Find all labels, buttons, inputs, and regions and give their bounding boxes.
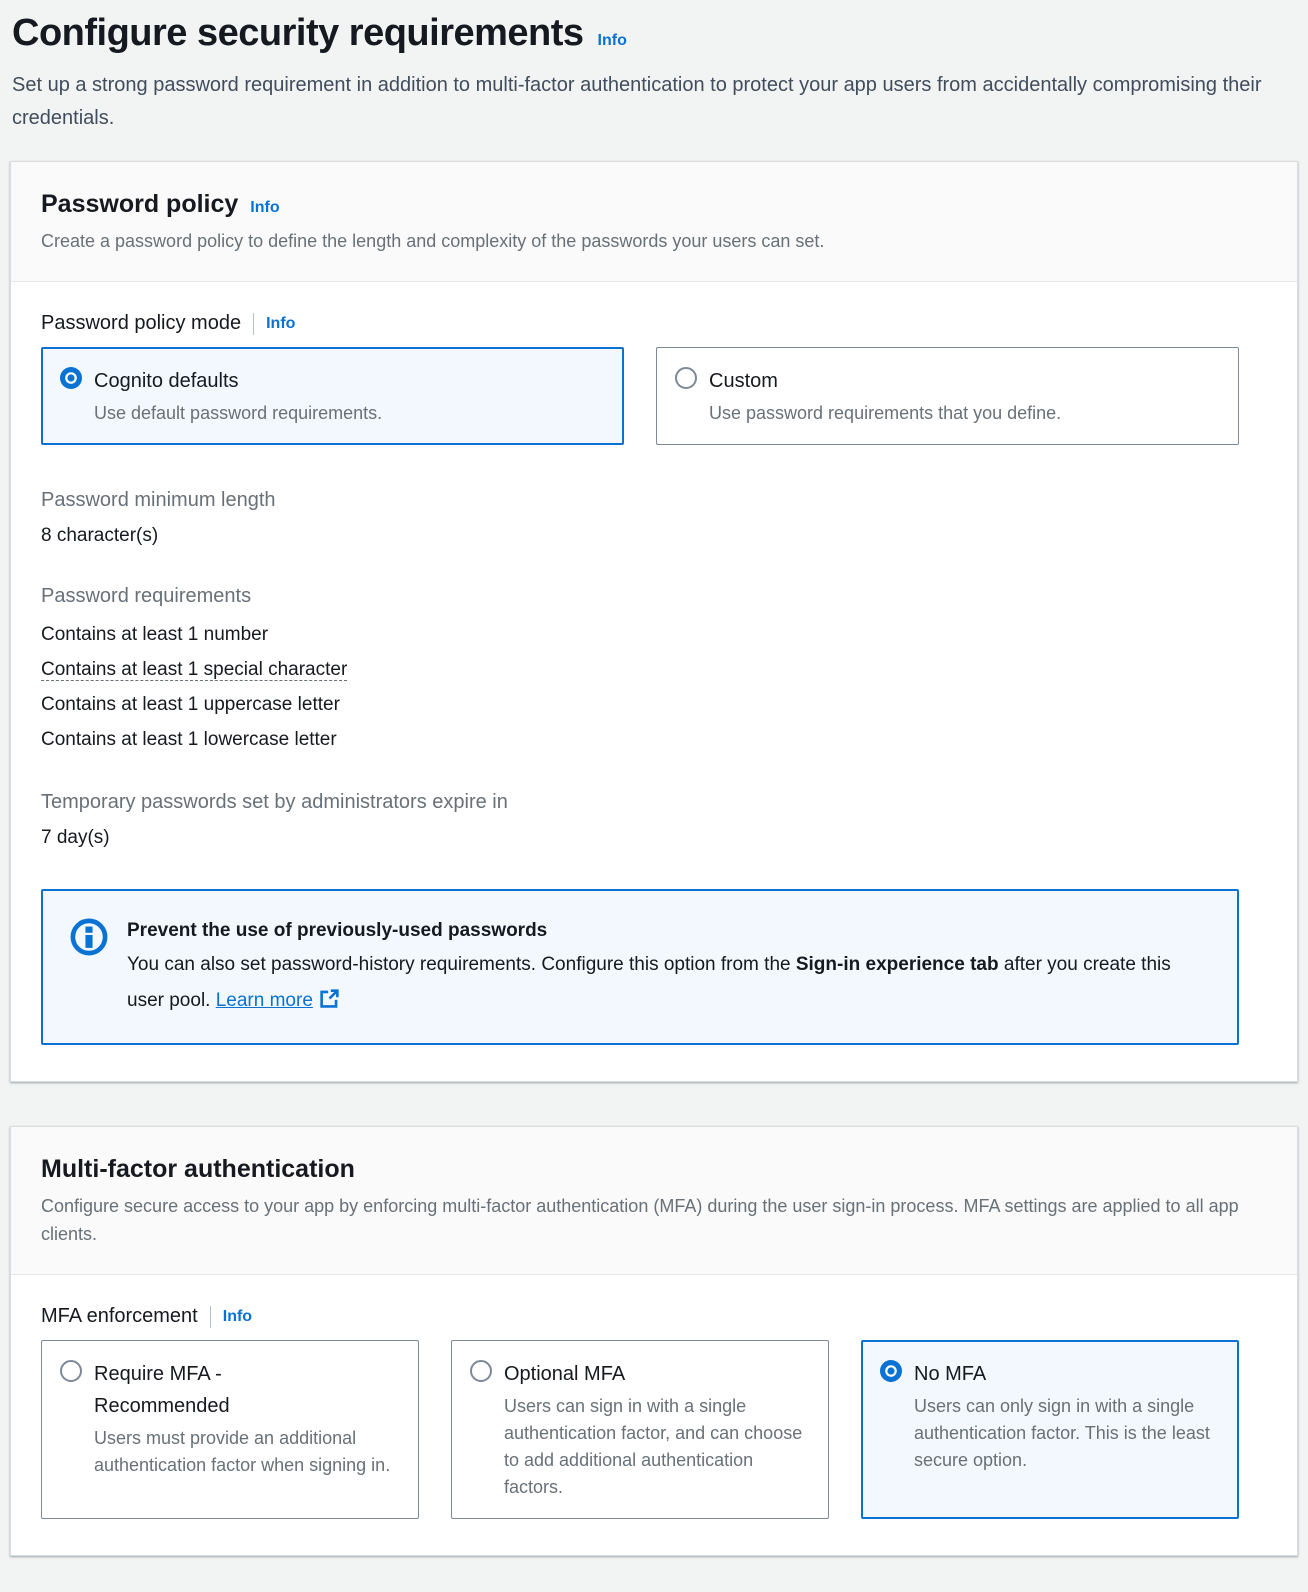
password-policy-mode-label: Password policy mode — [41, 312, 242, 334]
requirement-item: Contains at least 1 number — [41, 624, 269, 645]
password-policy-info-link[interactable]: Info — [250, 199, 280, 216]
page-title: Configure security requirements — [12, 12, 584, 54]
radio-card-description: Users can sign in with a single authentication factor, and can choose to add additional authentication factors. — [504, 1396, 803, 1497]
radio-card-optional-mfa[interactable] — [451, 1340, 829, 1519]
password-minimum-length-label: Password minimum length — [41, 489, 276, 511]
password-policy-mode-options — [41, 347, 1239, 445]
external-link-icon[interactable] — [319, 988, 340, 1009]
mfa-enforcement-info-link[interactable]: Info — [222, 1307, 253, 1325]
radio-card-description: Use default password requirements. — [94, 403, 383, 423]
radio-card-require-mfa[interactable] — [41, 1340, 419, 1519]
radio-card-description: Users can only sign in with a single authentication factor. This is the least secure option. — [914, 1396, 1210, 1470]
alert-text: after you create this user pool. — [127, 954, 1171, 1011]
radio-card-cognito-defaults[interactable] — [41, 347, 624, 445]
mfa-title: Multi-factor authentication — [41, 1155, 355, 1183]
info-icon — [69, 917, 109, 957]
password-policy-title: Password policy — [41, 190, 239, 218]
password-policy-mode-label-row — [41, 312, 1267, 335]
mfa-enforcement-label-row — [41, 1305, 1267, 1328]
password-minimum-length-value: 8 character(s) — [41, 525, 159, 546]
radio-unchecked-icon[interactable] — [470, 1360, 492, 1382]
temporary-password-expiry-value: 7 day(s) — [41, 827, 110, 848]
mfa-description: Configure secure access to your app by enforcing multi-factor authentication (MFA) during the user sign-in process. MFA settings are applied to all app clients. — [41, 1196, 1239, 1244]
password-policy-body — [11, 282, 1297, 1081]
alert-text-bold: Sign-in experience tab — [795, 954, 999, 975]
radio-checked-icon[interactable] — [60, 367, 82, 389]
password-minimum-length-field — [41, 485, 1267, 551]
mfa-enforcement-options — [41, 1340, 1239, 1519]
requirement-item: Contains at least 1 uppercase letter — [41, 694, 340, 715]
requirement-item: Contains at least 1 lowercase letter — [41, 729, 337, 750]
radio-card-description: Users must provide an additional authentication factor when signing in. — [94, 1428, 391, 1475]
requirement-item-tooltip-trigger[interactable]: Contains at least 1 special character — [41, 659, 348, 680]
radio-card-no-mfa[interactable] — [861, 1340, 1239, 1519]
temporary-password-expiry-field — [41, 787, 1267, 853]
label-divider — [253, 313, 254, 335]
radio-card-label: No MFA — [914, 1363, 987, 1385]
alert-content — [127, 915, 1211, 1019]
password-policy-header — [11, 162, 1297, 282]
alert-title: Prevent the use of previously-used passwords — [127, 920, 548, 941]
label-divider — [210, 1306, 211, 1328]
radio-unchecked-icon[interactable] — [60, 1360, 82, 1382]
password-requirements-field — [41, 581, 1267, 757]
radio-card-label: Cognito defaults — [94, 370, 239, 392]
page-title-info-link[interactable]: Info — [597, 32, 627, 49]
temporary-password-expiry-label: Temporary passwords set by administrators expire in — [41, 791, 508, 813]
password-policy-description: Create a password policy to define the length and complexity of the passwords your users can set. — [41, 231, 825, 251]
radio-card-label: Optional MFA — [504, 1363, 626, 1385]
password-policy-mode-info-link[interactable]: Info — [266, 314, 296, 332]
alert-text: You can also set password-history requirements. Configure this option from the — [127, 954, 796, 975]
mfa-enforcement-label: MFA enforcement — [41, 1305, 198, 1327]
mfa-header — [11, 1127, 1297, 1275]
learn-more-link[interactable]: Learn more — [215, 990, 313, 1011]
info-alert — [41, 889, 1239, 1045]
mfa-body — [11, 1275, 1297, 1555]
radio-card-label: Require MFA - Recommended — [94, 1363, 230, 1417]
radio-checked-icon[interactable] — [880, 1360, 902, 1382]
page-description: Set up a strong password requirement in addition to multi-factor authentication to protect your app users from accidentally compromising their credentials. — [12, 74, 1262, 129]
radio-card-description: Use password requirements that you define. — [709, 403, 1062, 423]
radio-card-custom[interactable] — [656, 347, 1239, 445]
alert-body — [127, 947, 1211, 1019]
radio-card-label: Custom — [709, 370, 778, 392]
mfa-card — [10, 1126, 1298, 1556]
page-header — [10, 10, 1298, 135]
password-policy-card — [10, 161, 1298, 1082]
password-requirements-label: Password requirements — [41, 585, 252, 607]
radio-unchecked-icon[interactable] — [675, 367, 697, 389]
requirement-item — [41, 652, 1267, 687]
